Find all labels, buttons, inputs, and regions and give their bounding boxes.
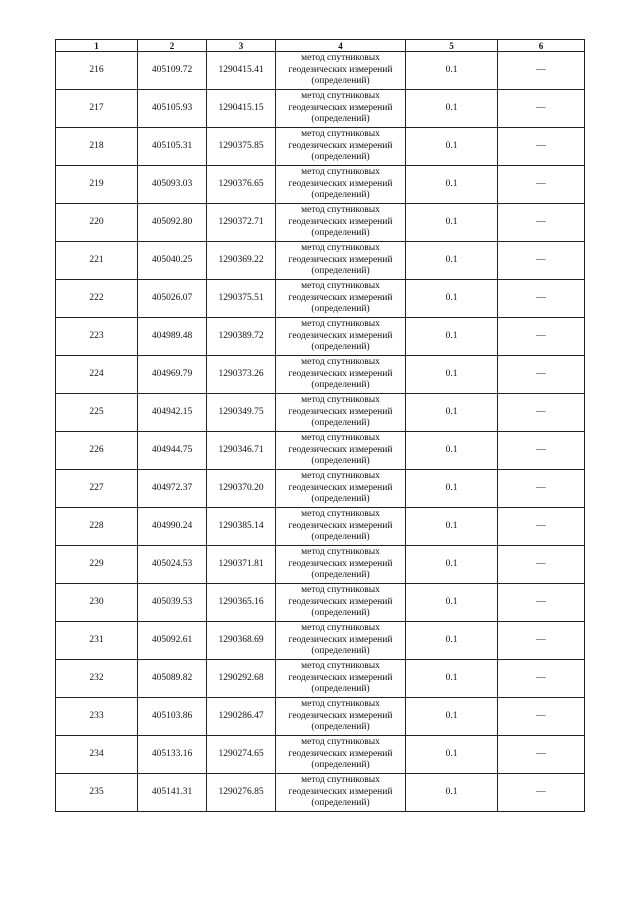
method-line: (определений): [311, 190, 370, 201]
method-cell: [276, 128, 406, 166]
y-coordinate-cell: 1290370.20: [207, 470, 276, 508]
method-line: (определений): [311, 152, 370, 163]
note-cell: —: [498, 584, 585, 622]
point-number-cell: 221: [56, 242, 138, 280]
point-number-cell: 234: [56, 736, 138, 774]
accuracy-cell: 0.1: [406, 52, 498, 90]
point-number-cell: 219: [56, 166, 138, 204]
method-line: (определений): [311, 380, 370, 391]
accuracy-cell: 0.1: [406, 660, 498, 698]
method-line: метод спутниковых: [301, 775, 380, 786]
accuracy-cell: 0.1: [406, 698, 498, 736]
method-line: метод спутниковых: [301, 509, 380, 520]
accuracy-cell: 0.1: [406, 774, 498, 812]
method-cell: [276, 470, 406, 508]
method-cell: [276, 90, 406, 128]
table-row: [56, 698, 585, 736]
accuracy-cell: 0.1: [406, 394, 498, 432]
method-line: геодезических измерений: [288, 368, 393, 379]
method-cell: [276, 546, 406, 584]
document-page: [55, 39, 584, 812]
table-row: [56, 90, 585, 128]
y-coordinate-cell: 1290286.47: [207, 698, 276, 736]
y-coordinate-cell: 1290371.81: [207, 546, 276, 584]
note-cell: —: [498, 356, 585, 394]
method-line: (определений): [311, 304, 370, 315]
table-row: [56, 318, 585, 356]
method-line: геодезических измерений: [288, 444, 393, 455]
method-line: (определений): [311, 418, 370, 429]
x-coordinate-cell: 404989.48: [138, 318, 207, 356]
table-row: [56, 128, 585, 166]
note-cell: —: [498, 546, 585, 584]
y-coordinate-cell: 1290276.85: [207, 774, 276, 812]
point-number-cell: 225: [56, 394, 138, 432]
table-row: [56, 394, 585, 432]
table-row: [56, 52, 585, 90]
method-cell: [276, 204, 406, 242]
x-coordinate-cell: 405039.53: [138, 584, 207, 622]
method-line: метод спутниковых: [301, 699, 380, 710]
note-cell: —: [498, 394, 585, 432]
table-row: [56, 356, 585, 394]
method-line: (определений): [311, 570, 370, 581]
table-row: [56, 584, 585, 622]
table-body: [56, 52, 585, 812]
x-coordinate-cell: 405093.03: [138, 166, 207, 204]
method-line: геодезических измерений: [288, 710, 393, 721]
x-coordinate-cell: 404942.15: [138, 394, 207, 432]
method-line: (определений): [311, 722, 370, 733]
accuracy-cell: 0.1: [406, 432, 498, 470]
method-line: (определений): [311, 798, 370, 809]
method-line: (определений): [311, 760, 370, 771]
note-cell: —: [498, 280, 585, 318]
table-row: [56, 280, 585, 318]
y-coordinate-cell: 1290373.26: [207, 356, 276, 394]
point-number-cell: 228: [56, 508, 138, 546]
accuracy-cell: 0.1: [406, 584, 498, 622]
note-cell: —: [498, 242, 585, 280]
method-line: метод спутниковых: [301, 357, 380, 368]
table-row: [56, 622, 585, 660]
method-cell: [276, 242, 406, 280]
x-coordinate-cell: 405105.93: [138, 90, 207, 128]
method-cell: [276, 318, 406, 356]
accuracy-cell: 0.1: [406, 470, 498, 508]
point-number-cell: 216: [56, 52, 138, 90]
x-coordinate-cell: 405092.80: [138, 204, 207, 242]
method-line: метод спутниковых: [301, 623, 380, 634]
note-cell: —: [498, 204, 585, 242]
accuracy-cell: 0.1: [406, 356, 498, 394]
method-line: метод спутниковых: [301, 205, 380, 216]
method-cell: [276, 736, 406, 774]
x-coordinate-cell: 405103.86: [138, 698, 207, 736]
method-line: геодезических измерений: [288, 786, 393, 797]
method-line: (определений): [311, 532, 370, 543]
method-line: геодезических измерений: [288, 216, 393, 227]
note-cell: —: [498, 90, 585, 128]
point-number-cell: 235: [56, 774, 138, 812]
header-col-4: 4: [276, 40, 406, 52]
header-col-2: 2: [138, 40, 207, 52]
method-line: (определений): [311, 114, 370, 125]
x-coordinate-cell: 404972.37: [138, 470, 207, 508]
x-coordinate-cell: 405141.31: [138, 774, 207, 812]
y-coordinate-cell: 1290292.68: [207, 660, 276, 698]
method-line: геодезических измерений: [288, 672, 393, 683]
method-line: геодезических измерений: [288, 748, 393, 759]
method-cell: [276, 280, 406, 318]
accuracy-cell: 0.1: [406, 546, 498, 584]
method-line: (определений): [311, 646, 370, 657]
method-cell: [276, 622, 406, 660]
method-line: (определений): [311, 684, 370, 695]
method-cell: [276, 52, 406, 90]
y-coordinate-cell: 1290274.65: [207, 736, 276, 774]
method-cell: [276, 774, 406, 812]
x-coordinate-cell: 404944.75: [138, 432, 207, 470]
accuracy-cell: 0.1: [406, 280, 498, 318]
method-line: (определений): [311, 608, 370, 619]
y-coordinate-cell: 1290368.69: [207, 622, 276, 660]
method-line: метод спутниковых: [301, 91, 380, 102]
method-line: метод спутниковых: [301, 129, 380, 140]
method-line: геодезических измерений: [288, 140, 393, 151]
x-coordinate-cell: 405133.16: [138, 736, 207, 774]
x-coordinate-cell: 404990.24: [138, 508, 207, 546]
y-coordinate-cell: 1290385.14: [207, 508, 276, 546]
method-line: метод спутниковых: [301, 471, 380, 482]
table-row: [56, 204, 585, 242]
header-row: [56, 40, 585, 52]
method-line: геодезических измерений: [288, 292, 393, 303]
coordinates-table: [55, 39, 585, 812]
note-cell: —: [498, 318, 585, 356]
x-coordinate-cell: 405105.31: [138, 128, 207, 166]
table-row: [56, 242, 585, 280]
header-col-1: 1: [56, 40, 138, 52]
method-line: (определений): [311, 228, 370, 239]
method-line: метод спутниковых: [301, 281, 380, 292]
point-number-cell: 217: [56, 90, 138, 128]
table-row: [56, 432, 585, 470]
x-coordinate-cell: 404969.79: [138, 356, 207, 394]
method-line: метод спутниковых: [301, 737, 380, 748]
method-line: метод спутниковых: [301, 53, 380, 64]
note-cell: —: [498, 128, 585, 166]
accuracy-cell: 0.1: [406, 166, 498, 204]
method-line: (определений): [311, 342, 370, 353]
table-row: [56, 508, 585, 546]
accuracy-cell: 0.1: [406, 128, 498, 166]
x-coordinate-cell: 405026.07: [138, 280, 207, 318]
x-coordinate-cell: 405109.72: [138, 52, 207, 90]
y-coordinate-cell: 1290415.15: [207, 90, 276, 128]
note-cell: —: [498, 508, 585, 546]
table-row: [56, 660, 585, 698]
accuracy-cell: 0.1: [406, 622, 498, 660]
method-cell: [276, 432, 406, 470]
table-row: [56, 546, 585, 584]
method-cell: [276, 166, 406, 204]
x-coordinate-cell: 405089.82: [138, 660, 207, 698]
x-coordinate-cell: 405040.25: [138, 242, 207, 280]
method-line: (определений): [311, 76, 370, 87]
method-line: метод спутниковых: [301, 547, 380, 558]
point-number-cell: 226: [56, 432, 138, 470]
y-coordinate-cell: 1290389.72: [207, 318, 276, 356]
method-line: геодезических измерений: [288, 406, 393, 417]
method-line: геодезических измерений: [288, 482, 393, 493]
x-coordinate-cell: 405024.53: [138, 546, 207, 584]
note-cell: —: [498, 698, 585, 736]
note-cell: —: [498, 774, 585, 812]
note-cell: —: [498, 52, 585, 90]
method-line: (определений): [311, 266, 370, 277]
point-number-cell: 218: [56, 128, 138, 166]
method-line: геодезических измерений: [288, 558, 393, 569]
method-cell: [276, 508, 406, 546]
method-line: геодезических измерений: [288, 330, 393, 341]
y-coordinate-cell: 1290346.71: [207, 432, 276, 470]
y-coordinate-cell: 1290349.75: [207, 394, 276, 432]
note-cell: —: [498, 622, 585, 660]
point-number-cell: 227: [56, 470, 138, 508]
y-coordinate-cell: 1290369.22: [207, 242, 276, 280]
accuracy-cell: 0.1: [406, 204, 498, 242]
method-cell: [276, 356, 406, 394]
method-cell: [276, 660, 406, 698]
accuracy-cell: 0.1: [406, 318, 498, 356]
table-row: [56, 736, 585, 774]
method-cell: [276, 584, 406, 622]
method-line: метод спутниковых: [301, 319, 380, 330]
header-col-5: 5: [406, 40, 498, 52]
point-number-cell: 232: [56, 660, 138, 698]
point-number-cell: 224: [56, 356, 138, 394]
accuracy-cell: 0.1: [406, 90, 498, 128]
method-line: метод спутниковых: [301, 585, 380, 596]
method-line: метод спутниковых: [301, 433, 380, 444]
method-line: метод спутниковых: [301, 243, 380, 254]
method-line: (определений): [311, 456, 370, 467]
point-number-cell: 229: [56, 546, 138, 584]
method-line: геодезических измерений: [288, 596, 393, 607]
point-number-cell: 230: [56, 584, 138, 622]
method-line: метод спутниковых: [301, 661, 380, 672]
method-line: геодезических измерений: [288, 634, 393, 645]
y-coordinate-cell: 1290375.51: [207, 280, 276, 318]
method-line: геодезических измерений: [288, 254, 393, 265]
accuracy-cell: 0.1: [406, 736, 498, 774]
note-cell: —: [498, 166, 585, 204]
note-cell: —: [498, 470, 585, 508]
method-line: (определений): [311, 494, 370, 505]
y-coordinate-cell: 1290376.65: [207, 166, 276, 204]
y-coordinate-cell: 1290372.71: [207, 204, 276, 242]
header-col-3: 3: [207, 40, 276, 52]
method-cell: [276, 394, 406, 432]
note-cell: —: [498, 736, 585, 774]
accuracy-cell: 0.1: [406, 508, 498, 546]
method-cell: [276, 698, 406, 736]
point-number-cell: 223: [56, 318, 138, 356]
method-line: геодезических измерений: [288, 102, 393, 113]
table-row: [56, 774, 585, 812]
method-line: геодезических измерений: [288, 64, 393, 75]
point-number-cell: 233: [56, 698, 138, 736]
y-coordinate-cell: 1290415.41: [207, 52, 276, 90]
note-cell: —: [498, 432, 585, 470]
point-number-cell: 222: [56, 280, 138, 318]
table-row: [56, 166, 585, 204]
point-number-cell: 220: [56, 204, 138, 242]
method-line: геодезических измерений: [288, 178, 393, 189]
x-coordinate-cell: 405092.61: [138, 622, 207, 660]
y-coordinate-cell: 1290375.85: [207, 128, 276, 166]
method-line: метод спутниковых: [301, 167, 380, 178]
table-row: [56, 470, 585, 508]
method-line: геодезических измерений: [288, 520, 393, 531]
note-cell: —: [498, 660, 585, 698]
table-header: [56, 40, 585, 52]
point-number-cell: 231: [56, 622, 138, 660]
y-coordinate-cell: 1290365.16: [207, 584, 276, 622]
header-col-6: 6: [498, 40, 585, 52]
accuracy-cell: 0.1: [406, 242, 498, 280]
method-line: метод спутниковых: [301, 395, 380, 406]
